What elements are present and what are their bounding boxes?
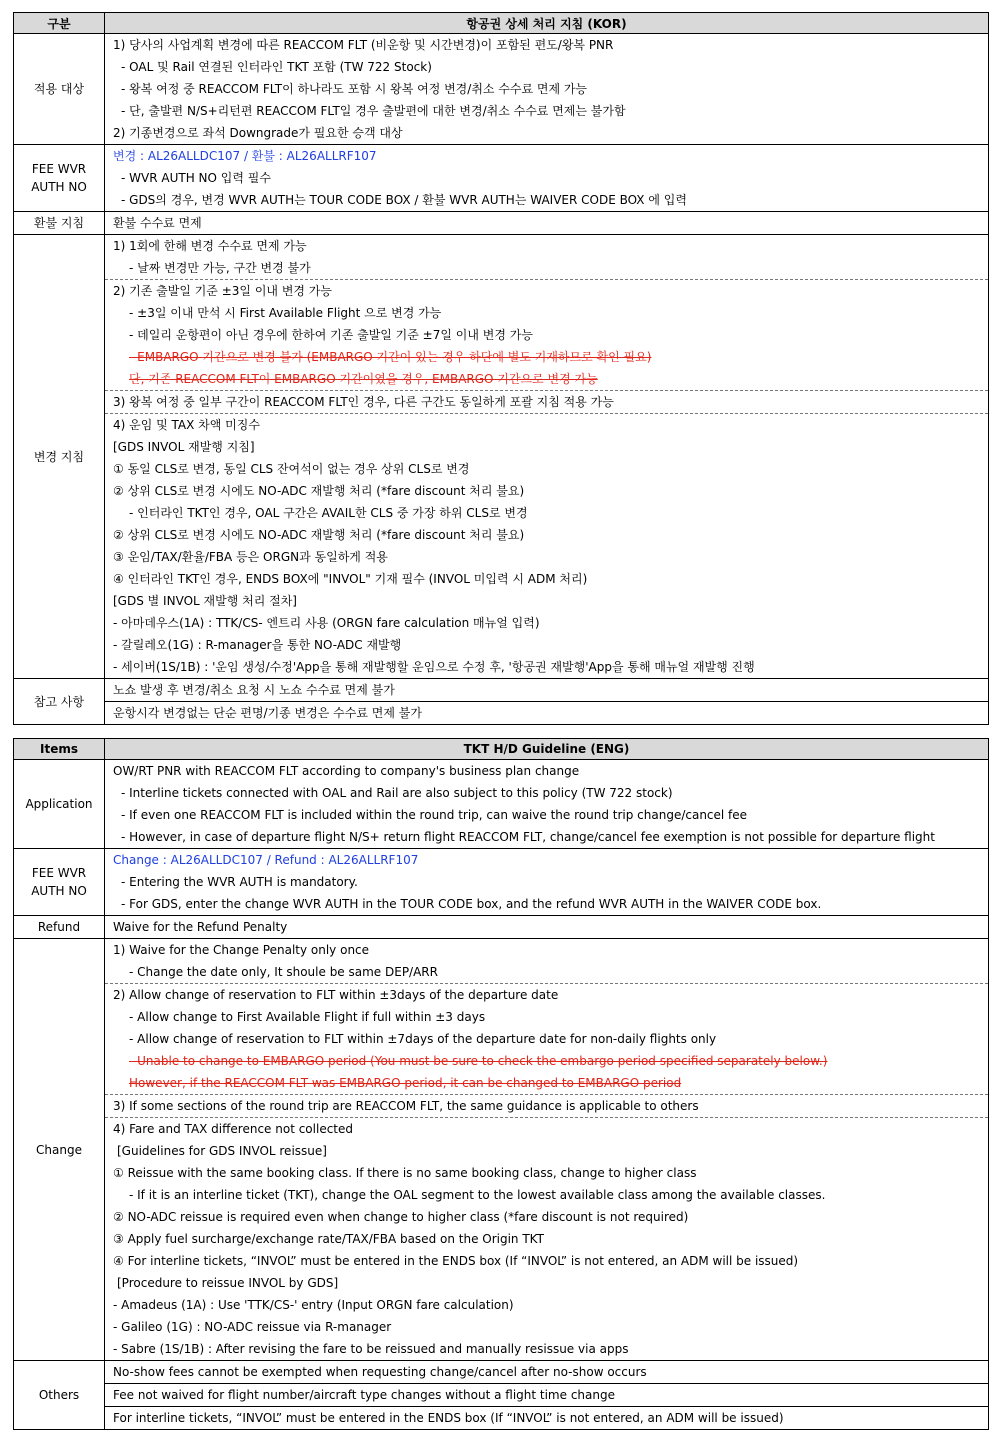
section-content [105, 916, 989, 939]
section-content [105, 849, 989, 916]
section-label: 환불 지침 [14, 212, 105, 235]
guideline-line: 환불 수수료 면제 [113, 216, 202, 230]
guideline-line: - If even one REACCOM FLT is included within the round trip, can waive the round trip change/cancel fee [121, 808, 748, 822]
guideline-line: - ±3일 이내 만석 시 First Available Flight 으로 변경 가능 [129, 306, 442, 320]
guideline-line: - Galileo (1G) : NO-ADC reissue via R-manager [113, 1320, 392, 1334]
section-label: Others [14, 1361, 105, 1430]
guideline-line: - 왕복 여정 중 REACCOM FLT이 하나라도 포함 시 왕복 여정 변경/취소 수수료 면제 가능 [121, 82, 588, 96]
guideline-line: [GDS 별 INVOL 재발행 처리 절차] [113, 594, 297, 608]
guideline-line: 1) 1회에 한해 변경 수수료 면제 가능 [113, 239, 307, 253]
eng-guideline-table [13, 738, 989, 1430]
guideline-line: [Guidelines for GDS INVOL reissue] [117, 1144, 327, 1158]
section-row [14, 145, 989, 212]
guideline-line: - Allow change of reservation to FLT within ±7days of the departure date for non-daily flights only [129, 1032, 717, 1046]
section-row [14, 34, 989, 145]
guideline-line: - 단, 출발편 N/S+리턴편 REACCOM FLT일 경우 출발편에 대한 변경/취소 수수료 면제는 불가함 [121, 104, 626, 118]
section-label: FEE WVR AUTH NO [14, 145, 105, 212]
section-row [14, 235, 989, 679]
guideline-line: 4) 운임 및 TAX 차액 미징수 [105, 413, 988, 436]
section-label: 참고 사항 [14, 679, 105, 725]
section-content [105, 760, 989, 849]
guideline-line: Fee not waived for flight number/aircraft type changes without a flight time change [105, 1383, 988, 1406]
kor-header-category: 구분 [14, 13, 105, 34]
guideline-line: 1) 당사의 사업계획 변경에 따른 REACCOM FLT (비운항 및 시간변경)이 포함된 편도/왕복 PNR [113, 38, 614, 52]
guideline-line: - Entering the WVR AUTH is mandatory. [121, 875, 358, 889]
section-content [105, 34, 989, 145]
guideline-line: - 세이버(1S/1B) : '운임 생성/수정'App을 통해 재발행할 운임으로 수정 후, '항공권 재발행'App을 통해 매뉴얼 재발행 진행 [113, 660, 755, 674]
section-content [105, 679, 989, 725]
guideline-line: ④ 인터라인 TKT인 경우, ENDS BOX에 "INVOL" 기재 필수 (INVOL 미입력 시 ADM 처리) [113, 572, 588, 586]
section-label: 적용 대상 [14, 34, 105, 145]
guideline-line: - OAL 및 Rail 연결된 인터라인 TKT 포함 (TW 722 Stock) [121, 60, 432, 74]
section-content [105, 1361, 989, 1430]
guideline-line: 2) Allow change of reservation to FLT within ±3days of the departure date [105, 983, 988, 1006]
guideline-line: - However, in case of departure flight N/S+ return flight REACCOM FLT, change/cancel fee exemption is not possible for departure flight [121, 830, 935, 844]
section-row [14, 939, 989, 1361]
guideline-line: However, if the REACCOM FLT was EMBARGO period, it can be changed to EMBARGO period [129, 1076, 682, 1090]
guideline-line: 1) Waive for the Change Penalty only once [113, 943, 370, 957]
guideline-line: ② 상위 CLS로 변경 시에도 NO-ADC 재발행 처리 (*fare discount 처리 불요) [113, 528, 525, 542]
guideline-line: - WVR AUTH NO 입력 필수 [121, 171, 271, 185]
kor-guideline-table [13, 12, 989, 725]
guideline-line: - 데일리 운항편이 아닌 경우에 한하여 기존 출발일 기준 ±7일 이내 변경 가능 [129, 328, 533, 342]
guideline-line: 변경 : AL26ALLDC107 / 환불 : AL26ALLRF107 [113, 149, 377, 163]
guideline-line: 3) 왕복 여정 중 일부 구간이 REACCOM FLT인 경우, 다른 구간도 동일하게 포괄 지침 적용 가능 [105, 390, 988, 413]
guideline-line: For interline tickets, “INVOL” must be entered in the ENDS box (If “INVOL” is not entered, an ADM will be issued) [105, 1406, 988, 1429]
guideline-line: - Sabre (1S/1B) : After revising the fare to be reissued and manually resissue via apps [113, 1342, 629, 1356]
guideline-line: - 인터라인 TKT인 경우, OAL 구간은 AVAIL한 CLS 중 가장 하위 CLS로 변경 [129, 506, 528, 520]
guideline-line: - Allow change to First Available Flight if full within ±3 days [129, 1010, 486, 1024]
guideline-line: ① Reissue with the same booking class. If there is no same booking class, change to higher class [113, 1166, 697, 1180]
guideline-line: - Amadeus (1A) : Use 'TTK/CS-' entry (Input ORGN fare calculation) [113, 1298, 514, 1312]
guideline-line: 단, 기존 REACCOM FLT이 EMBARGO 기간이였을 경우, EMBARGO 기간으로 변경 가능 [129, 372, 598, 386]
guideline-line: 4) Fare and TAX difference not collected [105, 1117, 988, 1140]
section-label: FEE WVR AUTH NO [14, 849, 105, 916]
eng-header-category: Items [14, 739, 105, 760]
guideline-line: - EMBARGO 기간으로 변경 불가 (EMBARGO 기간이 있는 경우 하단에 별도 기재하므로 확인 필요) [129, 350, 652, 364]
section-row [14, 1361, 989, 1430]
guideline-line: [GDS INVOL 재발행 지침] [113, 440, 255, 454]
section-label: Application [14, 760, 105, 849]
guideline-line: - If it is an interline ticket (TKT), change the OAL segment to the lowest available class among the available classes. [129, 1188, 826, 1202]
guideline-line: 노쇼 발생 후 변경/취소 요청 시 노쇼 수수료 면제 불가 [113, 683, 395, 697]
section-label: Refund [14, 916, 105, 939]
guideline-line: ① 동일 CLS로 변경, 동일 CLS 잔여석이 없는 경우 상위 CLS로 변경 [113, 462, 470, 476]
section-content [105, 939, 989, 1361]
section-row [14, 212, 989, 235]
section-label: 변경 지침 [14, 235, 105, 679]
guideline-line: - Unable to change to EMBARGO period (You must be sure to check the embargo period specified separately below.) [129, 1054, 828, 1068]
guideline-line: ② NO-ADC reissue is required even when change to higher class (*fare discount is not required) [113, 1210, 689, 1224]
section-content [105, 145, 989, 212]
guideline-line: ③ Apply fuel surcharge/exchange rate/TAX/FBA based on the Origin TKT [113, 1232, 544, 1246]
guideline-line: OW/RT PNR with REACCOM FLT according to company's business plan change [113, 764, 580, 778]
guideline-line: 2) 기종변경으로 좌석 Downgrade가 필요한 승객 대상 [113, 126, 403, 140]
eng-header-title: TKT H/D Guideline (ENG) [105, 739, 989, 760]
section-label: Change [14, 939, 105, 1361]
section-row [14, 916, 989, 939]
guideline-line: No-show fees cannot be exempted when requesting change/cancel after no-show occurs [113, 1365, 647, 1379]
guideline-line: - 날짜 변경만 가능, 구간 변경 불가 [129, 261, 311, 275]
guideline-line: [Procedure to reissue INVOL by GDS] [117, 1276, 339, 1290]
section-content [105, 235, 989, 679]
section-row [14, 679, 989, 725]
guideline-line: ④ For interline tickets, “INVOL” must be entered in the ENDS box (If “INVOL” is not entered, an ADM will be issued) [113, 1254, 799, 1268]
guideline-line: - For GDS, enter the change WVR AUTH in the TOUR CODE box, and the refund WVR AUTH in the WAIVER CODE box. [121, 897, 822, 911]
guideline-line: - GDS의 경우, 변경 WVR AUTH는 TOUR CODE BOX / 환불 WVR AUTH는 WAIVER CODE BOX 에 입력 [121, 193, 687, 207]
kor-header-title: 항공권 상세 처리 지침 (KOR) [105, 13, 989, 34]
guideline-line: Change : AL26ALLDC107 / Refund : AL26ALLRF107 [113, 853, 419, 867]
section-row [14, 849, 989, 916]
guideline-line: - Interline tickets connected with OAL and Rail are also subject to this policy (TW 722 stock) [121, 786, 673, 800]
section-content [105, 212, 989, 235]
guideline-line: ③ 운임/TAX/환율/FBA 등은 ORGN과 동일하게 적용 [113, 550, 388, 564]
guideline-line: - 갈릴레오(1G) : R-manager을 통한 NO-ADC 재발행 [113, 638, 402, 652]
guideline-line: 2) 기존 출발일 기준 ±3일 이내 변경 가능 [105, 279, 988, 302]
guideline-line: Waive for the Refund Penalty [113, 920, 288, 934]
guideline-line: - 아마데우스(1A) : TTK/CS- 엔트리 사용 (ORGN fare calculation 매뉴얼 입력) [113, 616, 540, 630]
section-row [14, 760, 989, 849]
guideline-line: 3) If some sections of the round trip are REACCOM FLT, the same guidance is applicable to others [105, 1094, 988, 1117]
guideline-line: 운항시각 변경없는 단순 편명/기종 변경은 수수료 면제 불가 [105, 701, 988, 724]
guideline-line: ② 상위 CLS로 변경 시에도 NO-ADC 재발행 처리 (*fare discount 처리 불요) [113, 484, 525, 498]
guideline-line: - Change the date only, It shoule be same DEP/ARR [129, 965, 438, 979]
